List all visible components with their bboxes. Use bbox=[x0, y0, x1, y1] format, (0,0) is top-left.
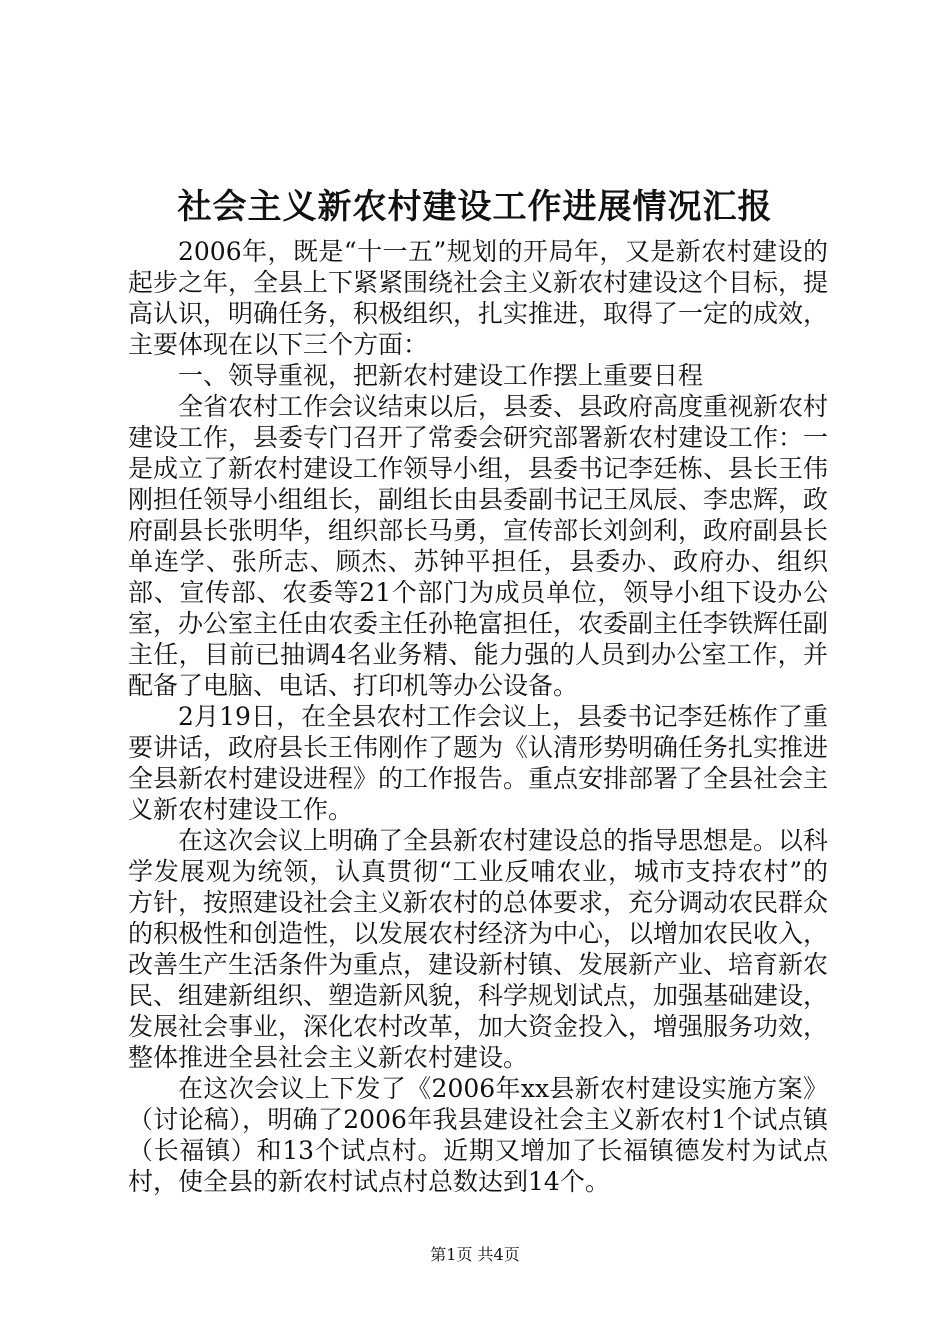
paragraph-meeting: 2月19日，在全县农村工作会议上，县委书记李廷栋作了重要讲话，政府县长王伟刚作了题为《认清形势明确任务扎实推进全县新农村建设进程》的工作报告。重点安排部署了全县社会主义新农村建设工作。 bbox=[128, 702, 829, 824]
document-title: 社会主义新农村建设工作进展情况汇报 bbox=[177, 187, 773, 227]
paragraph-pilot-plan: 在这次会议上下发了《2006年xx县新农村建设实施方案》（讨论稿），明确了2006年我县建设社会主义新农村1个试点镇（长福镇）和13个试点村。近期又增加了长福镇德发村为试点村，使全县的新农村试点村总数达到14个。 bbox=[128, 1074, 828, 1196]
paragraph-guiding-ideology: 在这次会议上明确了全县新农村建设总的指导思想是。以科学发展观为统领，认真贯彻“工业反哺农业，城市支持农村”的方针，按照建设社会主义新农村的总体要求，充分调动农民群众的积极性和创造性，以发展农村经济为中心，以增加农民收入，改善生产生活条件为重点，建设新村镇、发展新产业、培育新农民、组建新组织、塑造新风貌，科学规划试点，加强基础建设，发展社会事业，深化农村改革，加大资金投入，增强服务功效，整体推进全县社会主义新农村建设。 bbox=[128, 826, 829, 1072]
paragraph-intro: 2006年，既是“十一五”规划的开局年，又是新农村建设的起步之年，全县上下紧紧围绕社会主义新农村建设这个目标，提高认识，明确任务，积极组织，扎实推进，取得了一定的成效，主要体现在以下三个方面： bbox=[128, 237, 829, 359]
document-body bbox=[128, 236, 828, 1197]
section-heading-1: 一、领导重视，把新农村建设工作摆上重要日程 bbox=[178, 361, 704, 390]
paragraph-leadership: 全省农村工作会议结束以后，县委、县政府高度重视新农村建设工作，县委专门召开了常委会研究部署新农村建设工作：一是成立了新农村建设工作领导小组，县委书记李廷栋、县长王伟刚担任领导小组组长，副组长由县委副书记王凤辰、李忠辉，政府副县长张明华，组织部长马勇，宣传部长刘剑利，政府副县长单连学、张所志、顾杰、苏钟平担任，县委办、政府办、组织部、宣传部、农委等21个部门为成员单位，领导小组下设办公室，办公室主任由农委主任孙艳富担任，农委副主任李铁辉任副主任，目前已抽调4名业务精、能力强的人员到办公室工作，并配备了电脑、电话、打印机等办公设备。 bbox=[128, 392, 829, 700]
page-footer: 第1页 共4页 bbox=[430, 1245, 520, 1264]
